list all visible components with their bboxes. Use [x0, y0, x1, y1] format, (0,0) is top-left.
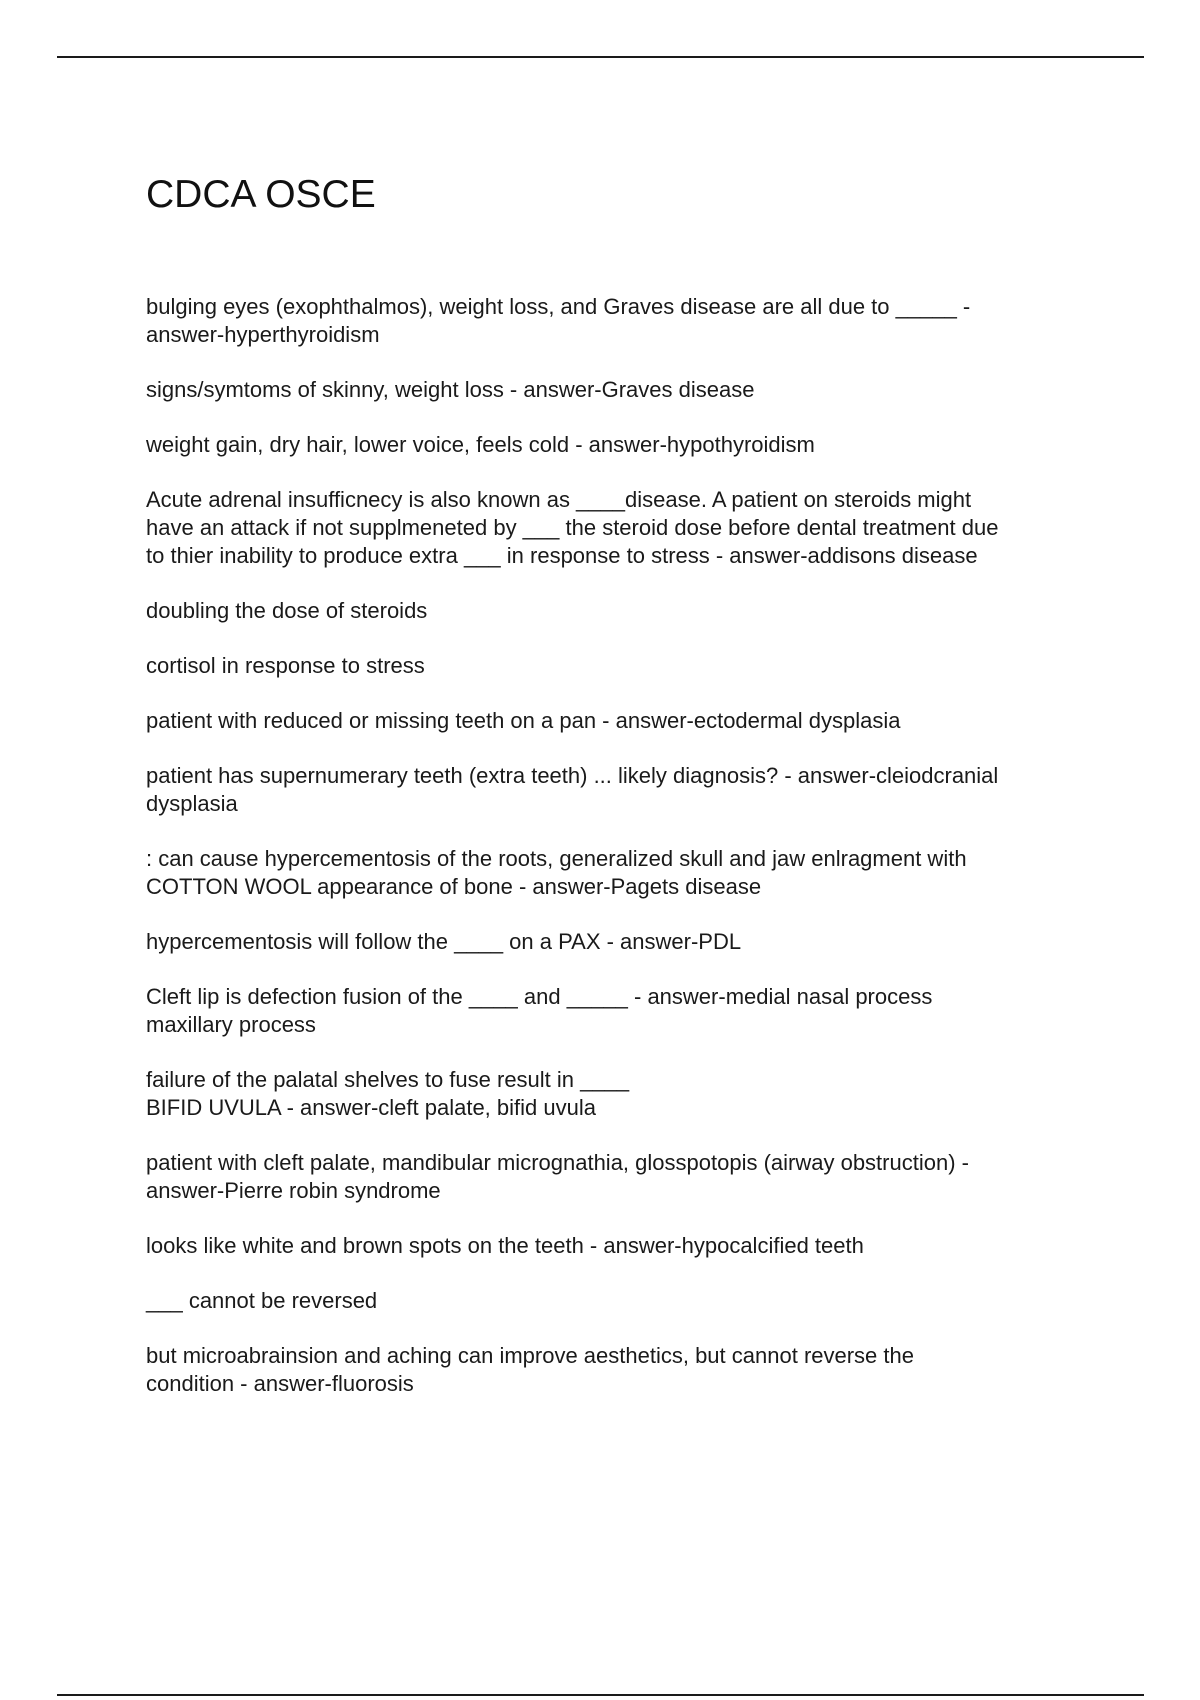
qa-entry-7: patient with reduced or missing teeth on a pan - answer-ectodermal dysplasia: [146, 708, 901, 733]
qa-entry-8: patient has supernumerary teeth (extra teeth) ... likely diagnosis? - answer-cleiodcranial dysplasia: [146, 763, 999, 816]
qa-entry-1: bulging eyes (exophthalmos), weight loss, and Graves disease are all due to _____ - answer-hyperthyroidism: [146, 294, 971, 347]
document-title: CDCA OSCE: [146, 173, 376, 216]
qa-entry-2: signs/symtoms of skinny, weight loss - answer-Graves disease: [146, 377, 755, 402]
qa-entry-15: ___ cannot be reversed: [146, 1288, 378, 1313]
qa-entry-14: looks like white and brown spots on the teeth - answer-hypocalcified teeth: [146, 1233, 864, 1258]
qa-entry-4: Acute adrenal insufficnecy is also known as ____disease. A patient on steroids might have an attack if not supplmeneted by ___ the steroid dose before dental treatment due to thier inability to produce extra ___ in response to stress - answer-addisons disease: [146, 487, 999, 568]
qa-list: [146, 293, 1106, 1425]
qa-entry-13: patient with cleft palate, mandibular micrognathia, glosspotopis (airway obstruction) - answer-Pierre robin syndrome: [146, 1150, 969, 1203]
qa-entry-16: but microabrainsion and aching can improve aesthetics, but cannot reverse the condition - answer-fluorosis: [146, 1343, 914, 1396]
qa-entry-11: Cleft lip is defection fusion of the ____ and _____ - answer-medial nasal process maxillary process: [146, 984, 933, 1037]
qa-entry-6: cortisol in response to stress: [146, 653, 425, 678]
qa-entry-9: : can cause hypercementosis of the roots, generalized skull and jaw enlragment with COTTON WOOL appearance of bone - answer-Pagets disease: [146, 846, 967, 899]
qa-entry-12: failure of the palatal shelves to fuse result in ____ BIFID UVULA - answer-cleft palate, bifid uvula: [146, 1067, 630, 1120]
qa-entry-5: doubling the dose of steroids: [146, 598, 428, 623]
header-rule: [57, 56, 1144, 58]
qa-entry-10: hypercementosis will follow the ____ on a PAX - answer-PDL: [146, 929, 742, 954]
qa-entry-3: weight gain, dry hair, lower voice, feels cold - answer-hypothyroidism: [146, 432, 815, 457]
footer-rule: [57, 1694, 1144, 1696]
